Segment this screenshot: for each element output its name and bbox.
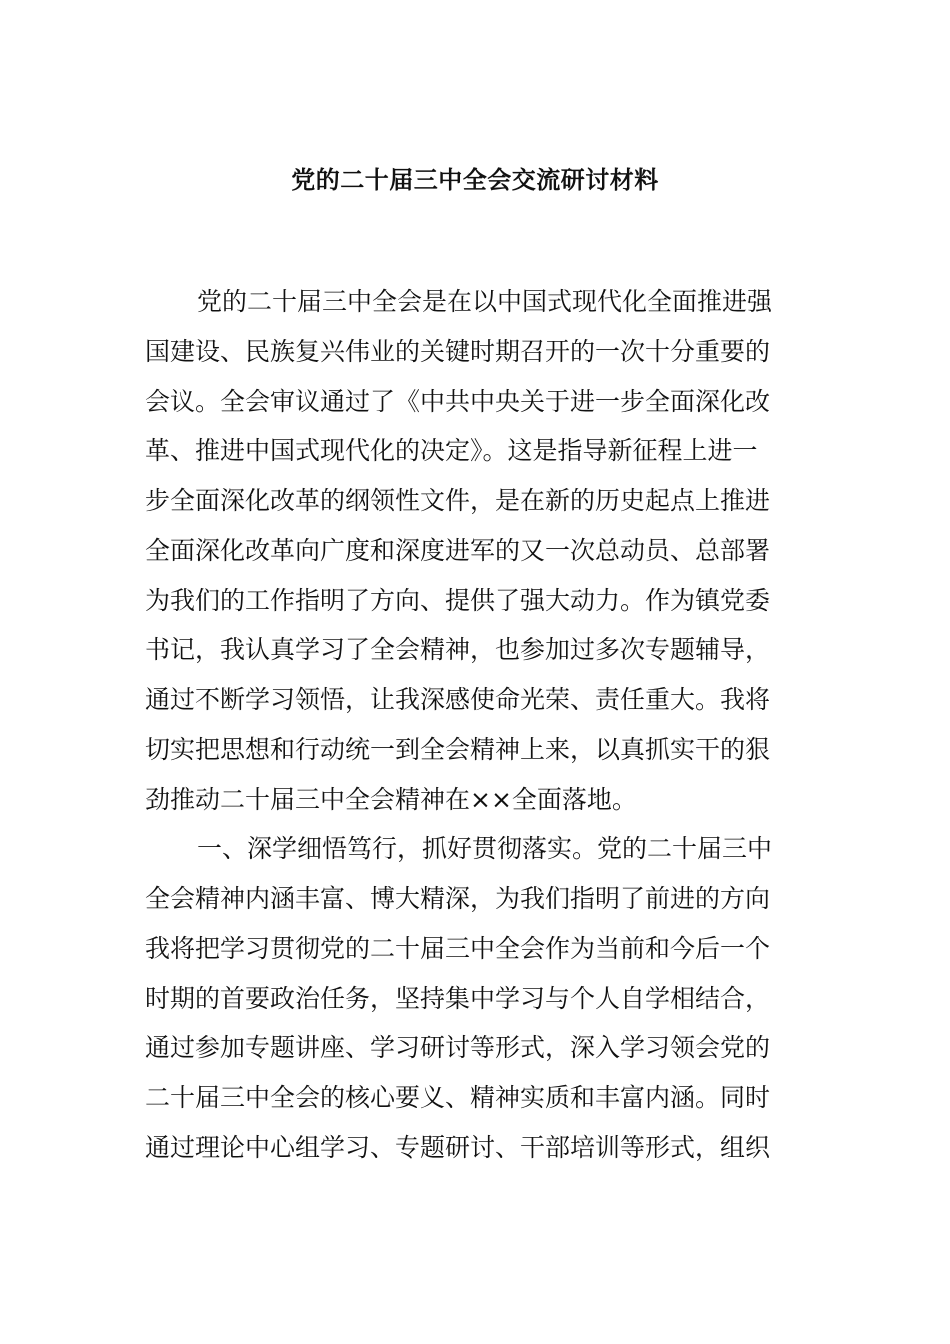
body-line: 时期的首要政治任务，坚持集中学习与个人自学相结合， [145,983,771,1013]
body-line: 通过参加专题讲座、学习研讨等形式，深入学习领会党的 [145,1033,771,1063]
document-title: 党的二十届三中全会交流研讨材料 [291,166,659,194]
body-line: 一、深学细悟笃行，抓好贯彻落实。党的二十届三中 [197,834,773,864]
body-line: 书记，我认真学习了全会精神，也参加过多次专题辅导， [145,635,771,665]
body-line: 我将把学习贯彻党的二十届三中全会作为当前和今后一个 [145,933,771,963]
body-line: 切实把思想和行动统一到全会精神上来，以真抓实干的狠 [145,734,771,764]
body-line: 步全面深化改革的纲领性文件，是在新的历史起点上推进 [145,486,771,515]
body-line: 会议。全会审议通过了《中共中央关于进一步全面深化改 [145,386,771,416]
document-body [145,277,807,1173]
body-line: 全会精神内涵丰富、博大精深，为我们指明了前进的方向 [145,884,771,913]
body-line: 全面深化改革向广度和深度进军的又一次总动员、总部署 [145,535,771,565]
body-line: 二十届三中全会的核心要义、精神实质和丰富内涵。同时 [145,1083,771,1112]
body-line: 为我们的工作指明了方向、提供了强大动力。作为镇党委 [145,585,771,615]
body-line: 通过不断学习领悟，让我深感使命光荣、责任重大。我将 [145,685,771,714]
body-line: 国建设、民族复兴伟业的关键时期召开的一次十分重要的 [145,336,771,366]
body-line: 劲推动二十届三中全会精神在××全面落地。 [145,784,637,814]
body-line: 党的二十届三中全会是在以中国式现代化全面推进强 [197,287,773,316]
body-line: 通过理论中心组学习、专题研讨、干部培训等形式，组织 [145,1132,771,1162]
body-line: 革、推进中国式现代化的决定》。这是指导新征程上进一 [145,436,758,466]
